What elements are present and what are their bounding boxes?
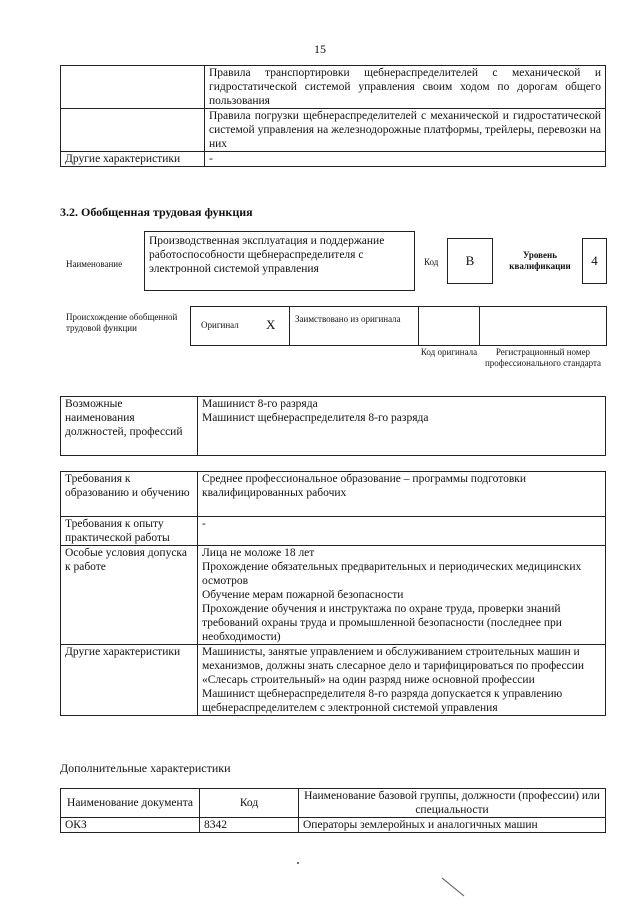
positions-table xyxy=(60,396,606,456)
requirements-table xyxy=(60,471,606,716)
table-cell-label xyxy=(61,66,205,109)
position-value: Машинист 8-го разряда xyxy=(202,398,318,410)
additional-table xyxy=(60,788,606,833)
table-cell-label: Возможные наименования должностей, профессий xyxy=(61,397,198,456)
caption-code: Код оригинала xyxy=(420,347,478,357)
table-cell: 8342 xyxy=(200,818,299,833)
top-table xyxy=(60,65,606,167)
code-label: Код xyxy=(424,257,439,267)
table-row xyxy=(61,546,606,645)
table-cell: ОКЗ xyxy=(61,818,200,833)
table-cell-label: Требования к опыту практической работы xyxy=(61,517,198,546)
table-header-cell: Код xyxy=(200,789,299,818)
table-row xyxy=(61,472,606,517)
additional-title: Дополнительные характеристики xyxy=(60,761,231,775)
table-cell-label: Другие характеристики xyxy=(61,152,205,167)
requirement-line: Прохождение обучения и инструктажа по охране труда, проверки знаний требований охраны труда и промышленной безопасности (последнее при необходимости) xyxy=(202,603,562,643)
section-title: 3.2. Обобщенная трудовая функция xyxy=(60,205,253,219)
table-cell-text: Правила погрузки щебнераспределителей с механической и гидростатической системой управления на железнодорожные платформы, трейлеры, перевозки на них xyxy=(205,109,606,152)
table-cell-label: Требования к образованию и обучению xyxy=(61,472,198,517)
table-cell-text: Правила транспортировки щебнераспределителей с механической и гидростатической системой управления своим ходом по дорогам общего пользования xyxy=(205,66,606,109)
table-cell-text xyxy=(198,472,606,517)
requirement-line: Обучение мерам пожарной безопасности xyxy=(202,589,404,601)
original-label: Оригинал xyxy=(201,320,239,330)
table-cell-text xyxy=(198,517,606,546)
table-cell-text xyxy=(198,645,606,716)
caption-reg: Регистрационный номер профессионального стандарта xyxy=(484,347,602,368)
table-row xyxy=(61,517,606,546)
requirement-line: Среднее профессиональное образование – программы подготовки квалифицированных рабочих xyxy=(202,473,527,499)
function-name-value: Производственная эксплуатация и поддержание работоспособности щебнераспределителя с электронной системой управления xyxy=(144,231,415,291)
table-cell: Операторы землеройных и аналогичных машин xyxy=(299,818,606,833)
requirement-line: Лица не моложе 18 лет xyxy=(202,547,315,559)
table-cell-label: Другие характеристики xyxy=(61,645,198,716)
table-cell-label xyxy=(61,109,205,152)
original-code-cell xyxy=(418,306,480,346)
code-value: B xyxy=(447,238,493,284)
table-header-cell: Наименование документа xyxy=(61,789,200,818)
table-row xyxy=(61,818,606,833)
table-cell-text xyxy=(198,397,606,456)
reg-number-cell xyxy=(479,306,607,346)
table-header-row xyxy=(61,789,606,818)
requirement-line: Прохождение обязательных предварительных и периодических медицинских осмотров xyxy=(202,561,582,587)
scan-stroke xyxy=(440,876,480,900)
table-cell-label: Особые условия допуска к работе xyxy=(61,546,198,645)
name-label: Наименование xyxy=(66,259,123,269)
table-row xyxy=(61,109,606,152)
table-cell-text: - xyxy=(205,152,606,167)
scan-dot xyxy=(297,862,299,864)
table-row xyxy=(61,66,606,109)
original-mark: X xyxy=(266,317,276,332)
level-label: Уровень квалификации xyxy=(509,250,571,271)
table-header-cell: Наименование базовой группы, должности (профессии) или специальности xyxy=(299,789,606,818)
page-number: 15 xyxy=(314,42,326,56)
requirement-line: Машинисты, занятые управлением и обслуживанием строительных машин и механизмов, должны знать слесарное дело и тарифицироваться по профессии «Слесарь строительный» на один разряд ниже основной профессии xyxy=(202,646,585,686)
borrowed-cell xyxy=(289,306,419,346)
table-row xyxy=(61,645,606,716)
borrowed-label: Заимствовано из оригинала xyxy=(295,314,401,324)
requirement-line: - xyxy=(202,518,206,530)
requirement-line: Машинист щебнераспределителя 8-го разряда допускается к управлению щебнераспределителем с электронной системой управления xyxy=(202,688,563,714)
table-cell-text xyxy=(198,546,606,645)
level-value: 4 xyxy=(582,238,607,284)
origin-label: Происхождение обобщенной трудовой функции xyxy=(66,312,178,333)
table-row xyxy=(61,397,606,456)
position-value: Машинист щебнераспределителя 8-го разряда xyxy=(202,412,429,424)
table-row xyxy=(61,152,606,167)
